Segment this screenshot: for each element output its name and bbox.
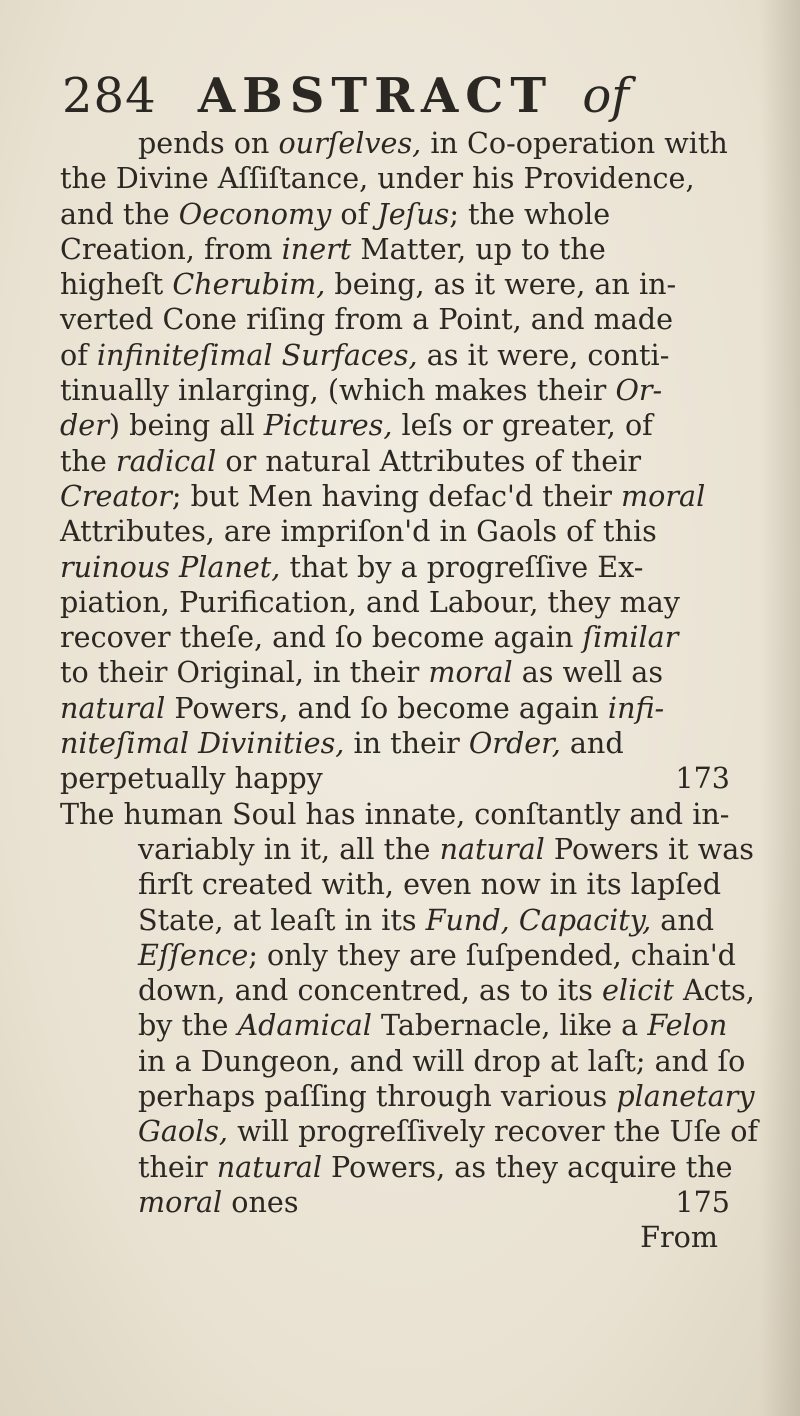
text-line: The human Soul has innate, conſtantly and in- — [60, 796, 730, 831]
section-reference-number: 175 — [675, 1184, 730, 1219]
text-line: in a Dungeon, and will drop at laſt; and ſo — [138, 1043, 746, 1078]
text-line: by the Adamical Tabernacle, like a Felon — [138, 1008, 728, 1043]
text-line-with-reference — [60, 761, 730, 796]
text-line: their natural Powers, as they acquire the — [138, 1149, 733, 1184]
running-head — [62, 68, 742, 124]
running-title: ABSTRACT — [197, 68, 554, 124]
text-line: State, at leaſt in its Fund, Capacity, and — [138, 902, 715, 937]
text-line: variably in it, all the natural Powers it was — [138, 831, 754, 866]
text-line: the radical or natural Attributes of their — [60, 443, 642, 478]
text-line: natural Powers, and ſo become again infi- — [60, 690, 665, 725]
text-line: ruinous Planet, that by a progreſſive Ex- — [60, 549, 644, 584]
text-line: higheſt Cherubim, being, as it were, an in- — [60, 267, 677, 302]
paragraph-end-text: perpetually happy — [60, 761, 323, 796]
page-edge-shadow — [760, 0, 800, 1416]
text-line: Gaols, will progreſſively recover the Uſe of — [138, 1114, 759, 1149]
text-line: the Divine Aſſiſtance, under his Providence, — [60, 161, 695, 196]
text-line: of infiniteſimal Surfaces, as it were, conti- — [60, 337, 670, 372]
text-line: Eſſence; only they are ſuſpended, chain'd — [138, 937, 736, 972]
running-title-of: of — [582, 68, 630, 124]
text-line: verted Cone riſing from a Point, and made — [60, 302, 673, 337]
text-line: der) being all Pictures, leſs or greater, of — [60, 408, 653, 443]
text-line: tinually inlarging, (which makes their Or- — [60, 373, 663, 408]
text-line: Attributes, are impriſon'd in Gaols of this — [60, 514, 657, 549]
text-line: pends on ourſelves, in Co-operation with — [138, 126, 728, 160]
text-line: down, and concentred, as to its elicit Acts, — [138, 973, 755, 1008]
text-line: Creation, from inert Matter, up to the — [60, 231, 606, 266]
section-reference-number: 173 — [675, 761, 730, 796]
text-line: perhaps paſſing through various planetary — [138, 1079, 755, 1114]
paragraph-end-text: moral — [138, 1184, 223, 1219]
text-line: firſt created with, even now in its lapſed — [138, 867, 722, 902]
text-line: to their Original, in their moral as well as — [60, 655, 664, 690]
text-line: piation, Purification, and Labour, they may — [60, 584, 680, 619]
text-line: and the Oeconomy of Jeſus; the whole — [60, 196, 611, 231]
catchword: From — [640, 1220, 718, 1255]
text-line: Creator; but Men having defac'd their moral — [60, 478, 706, 513]
text-line-with-reference: moral ones 175 — [138, 1184, 730, 1219]
text-line: recover theſe, and ſo become again ſimilar — [60, 620, 679, 655]
text-line: niteſimal Divinities, in their Order, and — [60, 726, 624, 761]
body-text — [60, 126, 759, 1256]
page-number: 284 — [62, 68, 157, 124]
